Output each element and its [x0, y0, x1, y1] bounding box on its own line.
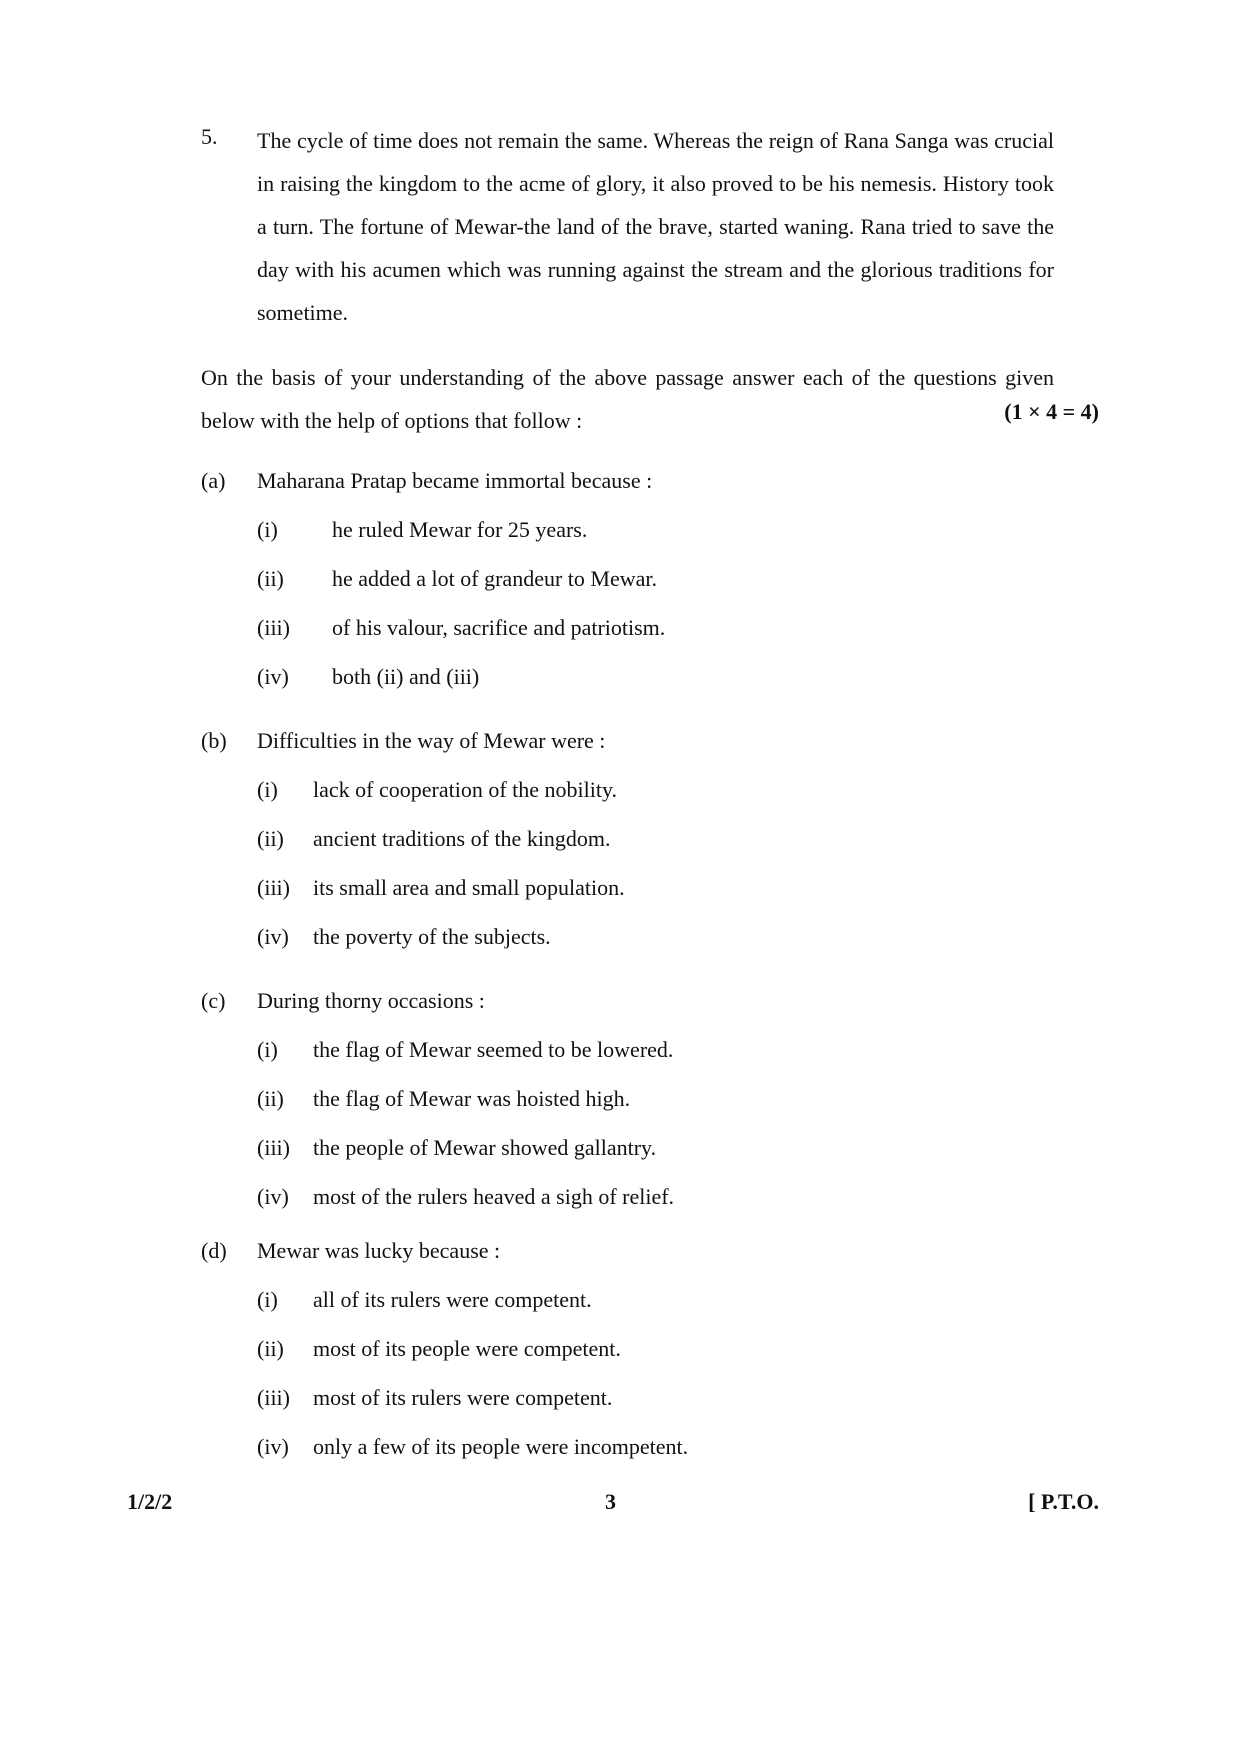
option-text: the flag of Mewar was hoisted high. [313, 1086, 631, 1111]
option-label: (i) [257, 517, 278, 542]
option-text: all of its rulers were competent. [313, 1287, 592, 1312]
option-label: (iv) [257, 664, 289, 689]
option-text: most of its rulers were competent. [313, 1385, 613, 1410]
option-text: lack of cooperation of the nobility. [313, 777, 618, 802]
passage-text: The cycle of time does not remain the same. Whereas the reign of Rana Sanga was crucial in raising the kingdom to the acme of glory, it also proved to be his nemesis. History took a turn. The fortune of Mewar-the land of the brave, started waning. Rana tried to save the day with his acumen which was running against the stream and the glorious traditions for sometime. [257, 128, 1054, 325]
option-text: he added a lot of grandeur to Mewar. [332, 566, 657, 591]
question-label: (d) [201, 1238, 227, 1263]
option-label: (ii) [257, 1086, 284, 1111]
option-text: he ruled Mewar for 25 years. [332, 517, 588, 542]
option-label: (iv) [257, 1184, 289, 1209]
option-label: (iv) [257, 924, 289, 949]
option-label: (i) [257, 1287, 278, 1312]
option-label: (iii) [257, 875, 290, 900]
instruction-text: On the basis of your understanding of the above passage answer each of the questions given below with the help of options that follow : [201, 365, 1054, 433]
passage-number: 5. [201, 124, 218, 149]
option-text: of his valour, sacrifice and patriotism. [332, 615, 666, 640]
option-label: (iv) [257, 1434, 289, 1459]
option-text: its small area and small population. [313, 875, 625, 900]
option-label: (ii) [257, 826, 284, 851]
option-text: only a few of its people were incompetent. [313, 1434, 689, 1459]
question-label: (b) [201, 728, 227, 753]
footer-code: 1/2/2 [127, 1489, 173, 1514]
option-text: ancient traditions of the kingdom. [313, 826, 611, 851]
option-label: (i) [257, 1037, 278, 1062]
question-text: Difficulties in the way of Mewar were : [257, 728, 606, 753]
option-label: (iii) [257, 615, 290, 640]
option-label: (ii) [257, 1336, 284, 1361]
option-text: most of the rulers heaved a sigh of relief. [313, 1184, 675, 1209]
option-label: (i) [257, 777, 278, 802]
option-text: the people of Mewar showed gallantry. [313, 1135, 657, 1160]
question-text: Mewar was lucky because : [257, 1238, 501, 1263]
question-label: (a) [201, 468, 226, 493]
pto-label: [ P.T.O. [1028, 1489, 1099, 1514]
option-label: (iii) [257, 1135, 290, 1160]
option-text: most of its people were competent. [313, 1336, 621, 1361]
question-text: Maharana Pratap became immortal because : [257, 468, 653, 493]
question-text: During thorny occasions : [257, 988, 485, 1013]
option-label: (iii) [257, 1385, 290, 1410]
question-label: (c) [201, 988, 226, 1013]
page-number: 3 [605, 1489, 616, 1514]
option-text: the flag of Mewar seemed to be lowered. [313, 1037, 674, 1062]
option-text: both (ii) and (iii) [332, 664, 480, 689]
marks-label: (1 × 4 = 4) [1004, 399, 1099, 424]
option-text: the poverty of the subjects. [313, 924, 551, 949]
option-label: (ii) [257, 566, 284, 591]
